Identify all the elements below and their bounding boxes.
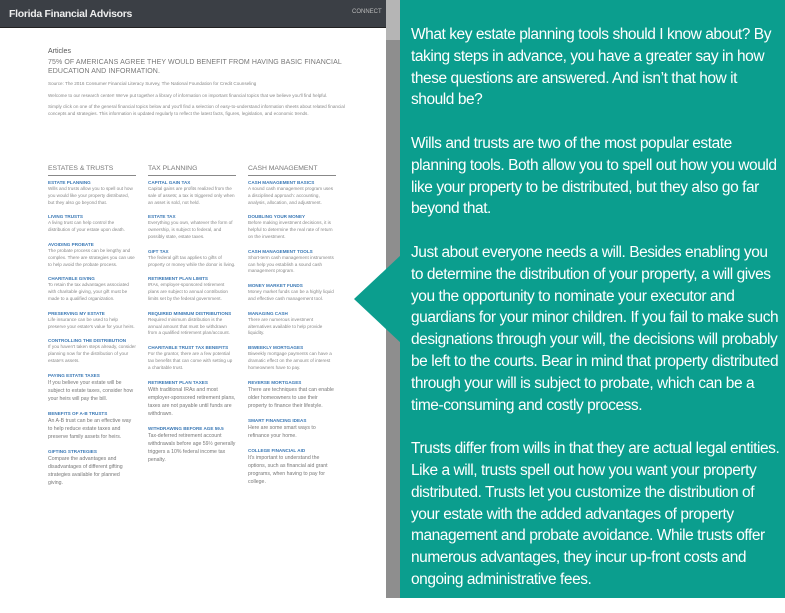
topic-item xyxy=(248,311,336,337)
topic-item xyxy=(48,214,136,234)
topic-item xyxy=(248,380,336,410)
topic-item xyxy=(248,180,336,206)
topic-item xyxy=(148,214,236,240)
topic-column xyxy=(148,165,236,495)
topic-link[interactable]: MANAGING CASH xyxy=(248,310,288,316)
topic-item xyxy=(48,180,136,206)
topic-item xyxy=(248,283,336,303)
topic-link[interactable]: PAYING ESTATE TAXES xyxy=(48,372,100,378)
topic-item xyxy=(248,448,336,486)
topic-description: The federal gift tax applies to gifts of property or money while the donor is living. xyxy=(148,254,236,267)
topic-description: A living trust can help control the distribution of your estate upon death. xyxy=(48,220,125,233)
topic-item xyxy=(48,411,136,441)
topic-link[interactable]: REVERSE MORTGAGES xyxy=(248,379,302,385)
scrollbar-thumb[interactable] xyxy=(386,0,400,40)
topic-description: Here are some smart ways to refinance your home. xyxy=(248,424,316,439)
info-panel-text xyxy=(411,24,783,613)
source-text: Source: The 2016 Consumer Financial Literacy Survey, The National Foundation for Credit Counseling xyxy=(48,81,257,86)
topic-description: An A-B trust can be an effective way to help reduce estate taxes and preserve family assets for heirs. xyxy=(48,417,132,440)
topic-description: Wills and trusts allow you to spell out how you would like your property distributed, but they also go beyond that. xyxy=(48,186,133,205)
topic-description: Everything you own, whatever the form of ownership, is subject to federal, and possibly state, estate taxes. xyxy=(148,220,233,239)
panel-paragraph: Trusts differ from wills in that they are actual legal entities. Like a will, trusts spell out how you want your property distributed. Trusts let you customize the distribution of your estate with the added advantages of property management and probate avoidance. While trusts offer numerous advantages, they incur up-front costs and ongoing administrative fees. xyxy=(411,440,780,588)
topic-link[interactable]: CASH MANAGEMENT BASICS xyxy=(248,180,315,185)
topic-link[interactable]: GIFTING STRATEGIES xyxy=(48,448,97,454)
topic-link[interactable]: RETIREMENT PLAN LIMITS xyxy=(148,276,208,282)
topic-description: Life insurance can be used to help preserve your estate's value for your heirs. xyxy=(48,316,135,329)
panel-paragraph: What key estate planning tools should I know about? By taking steps in advance, you have a greater say in how these questions are answered. And isn’t that how it should be? xyxy=(411,26,771,109)
topic-link[interactable]: BENEFITS OF A-B TRUSTS xyxy=(48,410,108,416)
topic-link[interactable]: REQUIRED MINIMUM DISTRIBUTIONS xyxy=(148,310,232,316)
topic-description: For the grantor, there are a few potential tax benefits that can come with setting up a charitable trust. xyxy=(148,351,233,370)
topic-link[interactable]: WITHDRAWING BEFORE AGE 59.5 xyxy=(148,425,224,431)
site-header xyxy=(0,0,386,28)
topic-item xyxy=(148,311,236,337)
topic-description: To retain the tax advantages associated with charitable giving, your gift must be made to a qualified organization. xyxy=(48,282,129,301)
topic-column xyxy=(48,165,136,495)
topic-description: The probate process can be lengthy and complex. There are strategies you can use to help avoid the probate process. xyxy=(48,247,135,267)
topic-link[interactable]: DOUBLING YOUR MONEY xyxy=(248,214,306,220)
topic-description: If you believe your estate will be subject to estate taxes, consider how your heirs will pay the bill. xyxy=(48,379,134,402)
topic-link[interactable]: COLLEGE FINANCIAL AID xyxy=(248,447,306,453)
topic-item xyxy=(148,426,236,464)
column-heading: TAX PLANNING xyxy=(148,165,236,176)
topic-item xyxy=(248,345,336,371)
topic-description: Required minimum distribution is the annual amount that must be withdrawn from a qualified retirement plan/account. xyxy=(148,316,230,336)
topic-item xyxy=(148,345,236,371)
column-heading: CASH MANAGEMENT xyxy=(248,165,336,176)
topic-link[interactable]: GIFT TAX xyxy=(148,248,169,254)
topic-link[interactable]: PRESERVING MY ESTATE xyxy=(48,310,105,316)
topic-item xyxy=(48,276,136,302)
panel-paragraph: Just about everyone needs a will. Besides enabling you to determine the distribution of your property, a will gives you the opportunity to nominate your executor and guardians for your minor children. If you fail to make such designations through your will, the decisions will probably be left to the courts. Bear in mind that property distributed through your will is subject to probate, which can be a time-consuming and costly process. xyxy=(411,243,779,414)
panel-paragraph: Wills and trusts are two of the most popular estate planning tools. Both allow you to spell out how you would like your property to be distributed, but they also go far beyond that. xyxy=(411,134,777,218)
topic-description: Short-term cash management instruments can help you establish a sound cash management program. xyxy=(248,254,334,274)
topic-description: A sound cash management program uses a disciplined approach: accounting, analysis, allocation, and adjustment. xyxy=(248,186,334,205)
topic-link[interactable]: CAPITAL GAIN TAX xyxy=(148,180,191,185)
topic-link[interactable]: CASH MANAGEMENT TOOLS xyxy=(248,248,313,254)
topic-description: Biweekly mortgage payments can have a dramatic effect on the amount of interest homeowners have to pay. xyxy=(248,351,332,370)
topic-columns xyxy=(48,165,338,495)
callout-arrow xyxy=(354,254,402,344)
page-title: Articles xyxy=(48,48,71,55)
topic-item xyxy=(248,418,336,440)
website-screenshot xyxy=(0,0,400,598)
intro-text: Simply click on one of the general financial topics below and you'll find a selection of easy-to-understand information sheets about related financial concepts and strategies. This information is updated regularly to reflect the latest facts, figures, legislation, and economic trends. xyxy=(48,104,345,116)
topic-description: If you haven't taken steps already, consider planning now for the distribution of your estate's assets. xyxy=(48,344,136,363)
topic-description: Money market funds can be a highly liquid and effective cash management tool. xyxy=(248,289,334,301)
topic-link[interactable]: CHARITABLE GIVING xyxy=(48,276,95,282)
column-heading: ESTATES & TRUSTS xyxy=(48,165,136,176)
topic-description: It's important to understand the options, such as financial aid grant programs, when having to pay for college. xyxy=(248,454,328,485)
topic-item xyxy=(148,276,236,302)
topic-item xyxy=(148,249,236,269)
topic-link[interactable]: MONEY MARKET FUNDS xyxy=(248,283,303,289)
topic-item xyxy=(48,311,136,331)
topic-item xyxy=(48,373,136,403)
topic-item xyxy=(148,380,236,418)
topic-link[interactable]: BIWEEKLY MORTGAGES xyxy=(248,345,304,351)
topic-description: With traditional IRAs and most employer-sponsored retirement plans, taxes are not payable until funds are withdrawn. xyxy=(148,386,236,417)
topic-item xyxy=(48,242,136,268)
topic-description: Before making investment decisions, it is helpful to determine the real rate of return on the investment. xyxy=(248,220,333,239)
topic-link[interactable]: LIVING TRUSTS xyxy=(48,214,83,220)
topic-description: There are numerous investment alternatives available to help provide liquidity. xyxy=(248,316,323,336)
intro-text: Welcome to our research center! We've put together a library of information on important financial topics that we believe you'll find helpful. xyxy=(48,92,328,98)
topic-link[interactable]: SMART FINANCING IDEAS xyxy=(248,417,307,423)
site-brand[interactable]: Florida Financial Advisors xyxy=(9,8,133,20)
topic-item xyxy=(48,338,136,364)
topic-description: IRAs, employer-sponsored retirement plans are subject to annual contribution limits set by the federal government. xyxy=(148,282,228,301)
topic-description: Tax-deferred retirement account withdrawals before age 59½ generally triggers a 10% federal income tax penalty. xyxy=(148,432,236,463)
topic-link[interactable]: ESTATE PLANNING xyxy=(48,180,91,185)
topic-item xyxy=(48,449,136,487)
topic-column xyxy=(248,165,336,495)
connect-link[interactable]: CONNECT xyxy=(352,9,382,15)
topic-link[interactable]: AVOIDING PROBATE xyxy=(48,241,94,247)
topic-item xyxy=(248,214,336,240)
topic-link[interactable]: CHARITABLE TRUST TAX BENEFITS xyxy=(148,345,229,351)
topic-link[interactable]: ESTATE TAX xyxy=(148,214,176,220)
topic-item xyxy=(248,249,336,275)
topic-description: Compare the advantages and disadvantages of different gifting strategies available for planned giving. xyxy=(48,455,123,486)
topic-description: There are techniques that can enable older homeowners to use their property to finance their lifestyle. xyxy=(248,386,334,409)
articles-intro xyxy=(48,48,348,117)
headline: 75% OF AMERICANS AGREE THEY WOULD BENEFIT FROM HAVING BASIC FINANCIAL EDUCATION AND INFORMATION. xyxy=(48,59,342,75)
topic-description: Capital gains are profits realized from the sale of assets; a tax is triggered only when an asset is sold, not held. xyxy=(148,186,235,205)
topic-link[interactable]: RETIREMENT PLAN TAXES xyxy=(148,379,208,385)
topic-item xyxy=(148,180,236,206)
topic-link[interactable]: CONTROLLING THE DISTRIBUTION xyxy=(48,338,127,344)
